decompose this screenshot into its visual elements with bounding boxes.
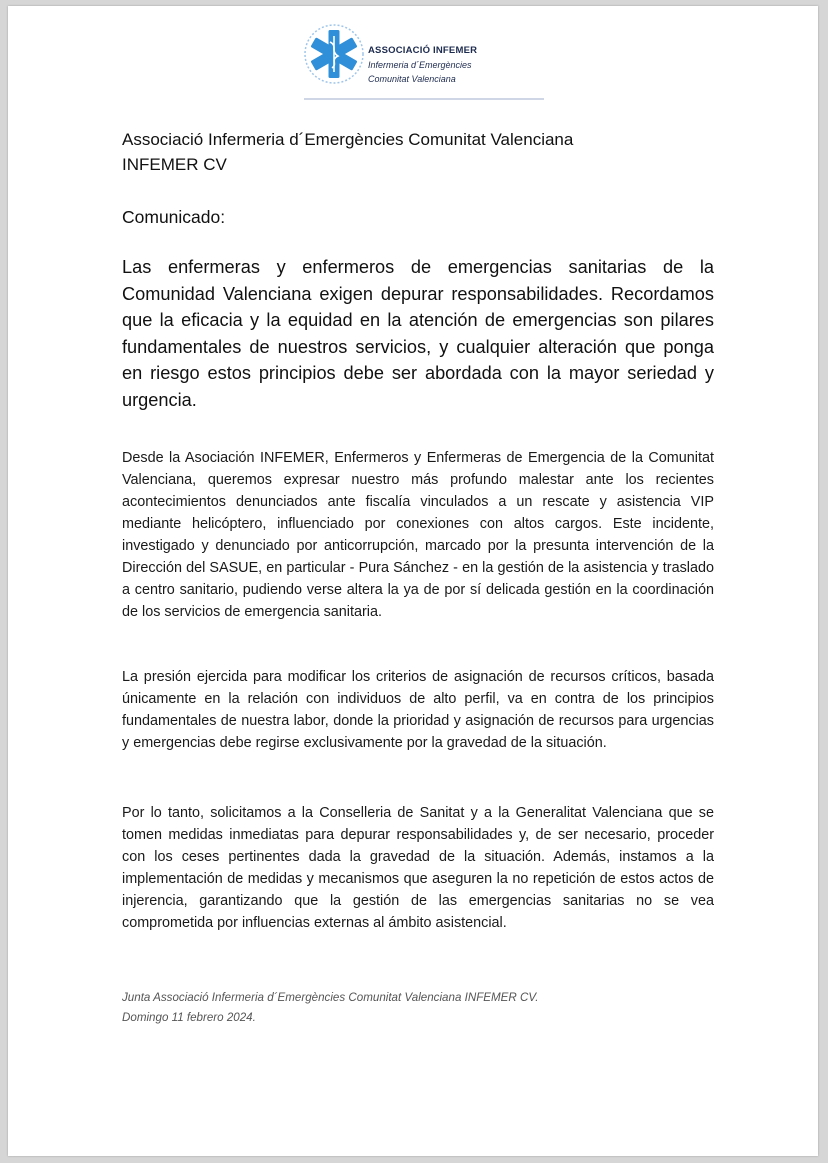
headline-statement: Las enfermeras y enfermeros de emergencias sanitarias de la Comunidad Valenciana exigen depurar responsabilidades. Recordamos que la eficacia y la equidad en la atención de emergencias son pilares fundamentales de nuestros servicios, y cualquier alteración que ponga en riesgo estos principios debe ser abordada con la mayor seriedad y urgencia. <box>122 257 714 410</box>
signature-line: Junta Associació Infermeria d´Emergències Comunitat Valenciana INFEMER CV. <box>122 991 539 1004</box>
logo-subtitle: Infermeria d´Emergències <box>368 60 472 70</box>
document-label: Comunicado: <box>122 207 226 227</box>
organization-name <box>122 127 573 177</box>
body-paragraph: Por lo tanto, solicitamos a la Conselleria de Sanitat y a la Generalitat Valenciana que se tomen medidas inmediatas para depurar responsabilidades y, de ser necesario, proceder con los ceses pertinentes dada la gravedad de la situación. Además, instamos a la implementación de medidas y mecanismos que aseguren la no repetición de estos actos de injerencia, garantizando que la gestión de las emergencias sanitarias no se vea comprometida por influencias externas al ámbito asistencial. <box>122 805 714 931</box>
signature-date: Domingo 11 febrero 2024. <box>122 1011 256 1024</box>
star-of-life-icon <box>302 20 366 92</box>
body-paragraph: La presión ejercida para modificar los criterios de asignación de recursos críticos, basada únicamente en la relación con individuos de alto perfil, va en contra de los principios fundamentales de nuestra labor, donde la prioridad y asignación de recursos para urgencias y emergencias debe regirse exclusivamente por la gravedad de la situación. <box>122 669 714 751</box>
logo-text <box>368 44 477 86</box>
document-page <box>8 6 818 1156</box>
org-name-line: Associació Infermeria d´Emergències Comunitat Valenciana <box>122 130 574 149</box>
signature-block <box>122 988 538 1028</box>
org-acronym: INFEMER CV <box>122 155 227 174</box>
body-paragraph: Desde la Asociación INFEMER, Enfermeros y Enfermeras de Emergencia de la Comunitat Valenciana, queremos expresar nuestro más profundo malestar ante los recientes acontecimientos denunciados ante fiscalía vinculados a un rescate y asistencia VIP mediante helicóptero, influenciado por conexiones con altos cargos. Este incidente, investigado y denunciado por anticorrupción, marcado por la presunta intervención de la Dirección del SASUE, en particular - Pura Sánchez - en la gestión de la asistencia y traslado a centro sanitario, pudiendo verse altera la ya de por sí delicada gestión en la coordinación de los servicios de emergencia sanitaria. <box>122 450 714 620</box>
logo-divider <box>304 98 544 100</box>
infemer-logo <box>302 20 548 106</box>
logo-region: Comunitat Valenciana <box>368 74 456 84</box>
logo-name: ASSOCIACIÓ INFEMER <box>368 45 478 56</box>
